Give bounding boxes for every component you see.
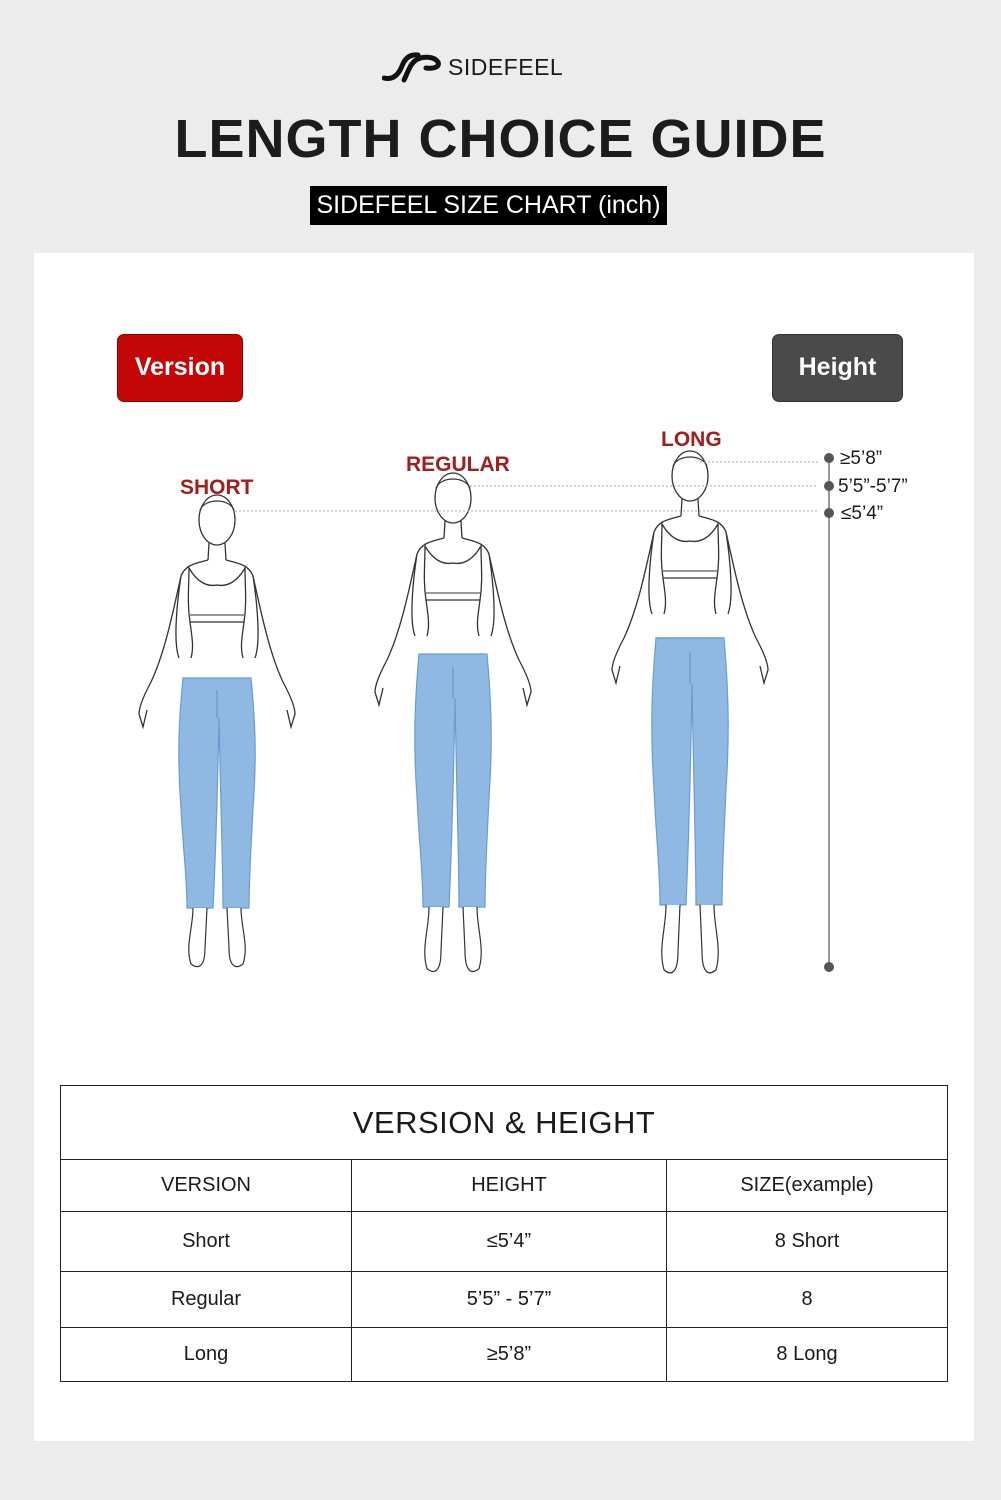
table-cell-version: Regular [61, 1272, 352, 1328]
height-scale-mid: 5’5”-5’7” [838, 476, 908, 497]
table-cell-size: 8 Short [667, 1212, 948, 1272]
figure-regular [375, 473, 531, 971]
label-regular: REGULAR [406, 453, 510, 476]
table-row [61, 1212, 948, 1272]
page-title: LENGTH CHOICE GUIDE [174, 109, 827, 169]
table-header-size: SIZE(example) [667, 1160, 948, 1212]
table-header-row [61, 1160, 948, 1212]
table-cell-size: 8 Long [667, 1328, 948, 1382]
table-row [61, 1272, 948, 1328]
version-height-table [60, 1085, 948, 1382]
height-badge: Height [772, 334, 903, 402]
label-long: LONG [661, 428, 722, 451]
table-cell-height: ≤5’4” [352, 1212, 667, 1272]
table-cell-height: ≥5’8” [352, 1328, 667, 1382]
table-caption: VERSION & HEIGHT [61, 1086, 948, 1160]
table-cell-version: Long [61, 1328, 352, 1382]
version-badge: Version [117, 334, 243, 402]
figure-long [612, 451, 768, 973]
brand-name: SIDEFEEL [448, 53, 564, 80]
label-short: SHORT [180, 476, 254, 499]
table-header-height: HEIGHT [352, 1160, 667, 1212]
table-header-version: VERSION [61, 1160, 352, 1212]
page-subtitle: SIDEFEEL SIZE CHART (inch) [310, 186, 667, 225]
table-cell-height: 5’5” - 5’7” [352, 1272, 667, 1328]
table-cell-version: Short [61, 1212, 352, 1272]
table-row [61, 1328, 948, 1382]
figure-short [139, 495, 295, 967]
height-scale-low: ≤5’4” [841, 503, 884, 524]
height-scale-tall: ≥5’8” [840, 448, 883, 469]
table-cell-size: 8 [667, 1272, 948, 1328]
